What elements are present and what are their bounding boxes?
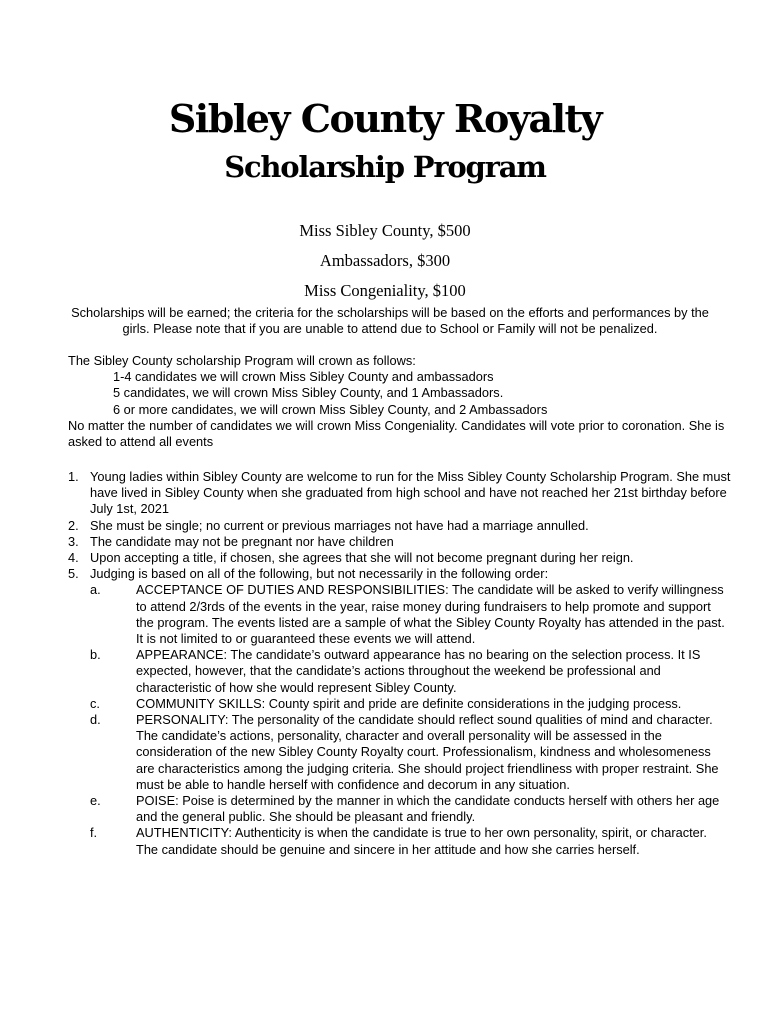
criteria-item [90,696,732,712]
rule-text: Upon accepting a title, if chosen, she agrees that she will not become pregnant during her reign. [90,550,634,566]
intro-paragraph: Scholarships will be earned; the criteria for the scholarships will be based on the efforts and performances by the girls. Please note that if you are unable to attend due to School or Family will not be penalized. [71,305,709,337]
rule-number: 1. [68,469,79,484]
crown-section [68,353,728,450]
rules-list [68,469,732,858]
rule-number: 4. [68,550,79,566]
criteria-item [90,825,732,857]
rule-item [68,566,732,582]
criteria-text: APPEARANCE: The candidate’s outward appearance has no bearing on the selection process. It IS expected, however, that the candidate’s actions throughout the weekend be professional and characteristic of how she would represent Sibley County. [136,647,701,695]
criteria-text: PERSONALITY: The personality of the candidate should reflect sound qualities of mind and character. The candidate’s actions, personality, character and overall personality will be assessed in the consideration of the new Sibley County Royalty court. Professionalism, kindness and wholesomeness are characteristics among the judging criteria. She should project friendliness with proper restraint. She must be able to handle herself with confidence and decorum in any situation. [136,712,719,792]
criteria-letter: c. [90,695,100,711]
criteria-letter: f. [90,825,98,841]
criteria-text: AUTHENTICITY: Authenticity is when the candidate is true to her own personality, spirit, or character. The candidate should be genuine and sincere in her attitude and how she carries herself. [136,825,707,857]
criteria-text: COMMUNITY SKILLS: County spirit and pride are definite considerations in the judging process. [136,695,682,711]
rule-item [68,469,732,518]
document-title: Sibley County Royalty [168,96,602,141]
rule-text: Judging is based on all of the following, but not necessarily in the following order: [90,566,549,582]
award-item: Ambassadors, $300 [319,251,451,270]
judging-criteria-list [68,582,732,857]
criteria-letter: a. [90,582,101,598]
rule-text: She must be single; no current or previous marriages not have had a marriage annulled. [90,517,589,533]
criteria-item [90,712,732,793]
rule-text: Young ladies within Sibley County are welcome to run for the Miss Sibley County Scholarship Program. She must have lived in Sibley County when she graduated from high school and have not reached her 21st birthday before July 1st, 2021 [90,469,731,517]
crown-note: No matter the number of candidates we will crown Miss Congeniality. Candidates will vote prior to coronation. She is asked to attend all events [68,417,725,450]
rule-item [68,534,732,550]
criteria-letter: b. [90,647,101,663]
crown-item: 6 or more candidates, we will crown Miss Sibley County, and 2 Ambassadors [113,401,548,417]
criteria-item [90,793,732,825]
rule-number: 5. [68,566,79,582]
rule-number: 2. [68,517,79,533]
criteria-letter: e. [90,793,101,809]
document-subtitle: Scholarship Program [224,150,546,184]
rule-number: 3. [68,533,79,549]
awards-list [0,216,770,306]
criteria-text: ACCEPTANCE OF DUTIES AND RESPONSIBILITIES: The candidate will be asked to verify willingness to attend 2/3rds of the events in the year, raise money during fundraisers to help promote and support the program. The events listed are a sample of what the Sibley County Royalty has attended in the past. It is not limited to or guaranteed these events we will attend. [136,582,725,647]
criteria-item [90,582,732,647]
criteria-letter: d. [90,712,101,728]
criteria-text: POISE: Poise is determined by the manner in which the candidate conducts herself with others her age and the general public. She should be pleasant and friendly. [136,793,720,825]
rule-item [68,518,732,534]
rule-item [68,550,732,566]
award-item: Miss Sibley County, $500 [299,221,471,240]
award-item: Miss Congeniality, $100 [304,281,466,300]
crown-heading: The Sibley County scholarship Program will crown as follows: [68,353,416,368]
crown-item: 5 candidates, we will crown Miss Sibley County, and 1 Ambassadors. [113,385,504,401]
rule-text: The candidate may not be pregnant nor have children [90,533,394,549]
crown-item: 1-4 candidates we will crown Miss Sibley County and ambassadors [113,369,494,385]
criteria-item [90,647,732,696]
